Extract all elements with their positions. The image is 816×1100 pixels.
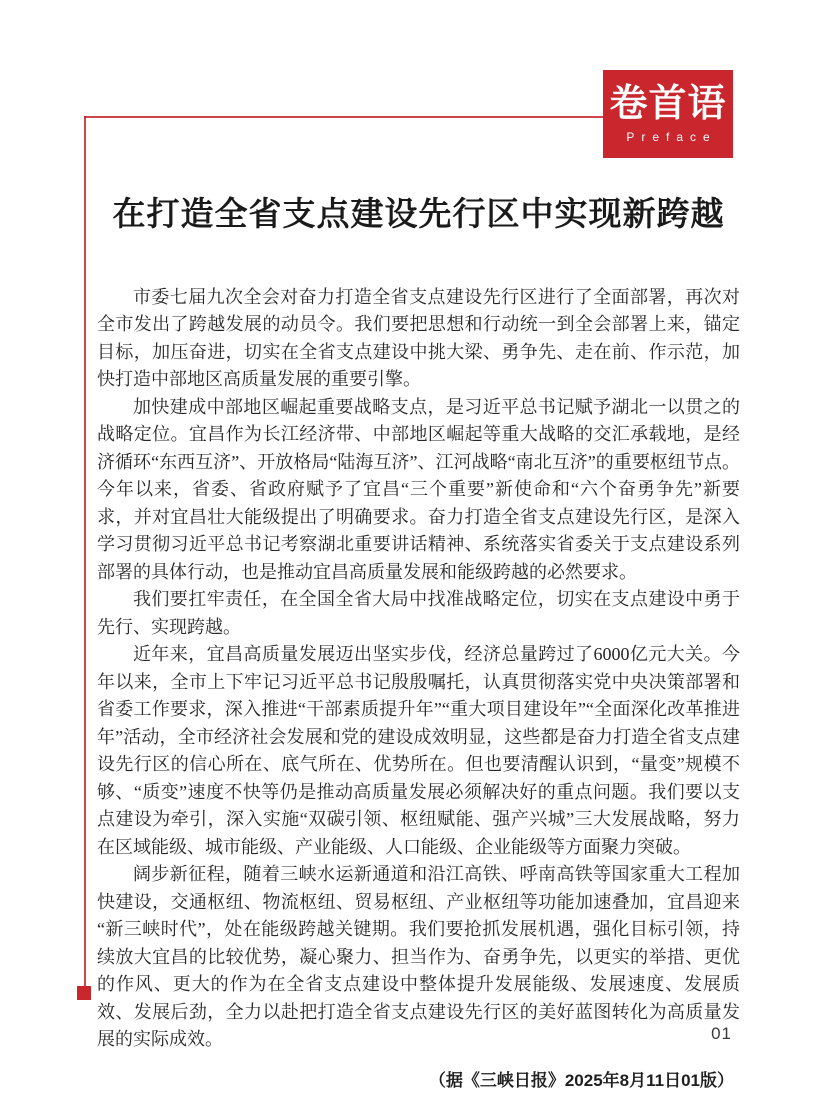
- preface-badge: [603, 70, 733, 158]
- source-citation: （据《三峡日报》2025年8月11日01版）: [428, 1070, 734, 1090]
- article-title: 在打造全省支点建设先行区中实现新跨越: [112, 197, 725, 233]
- left-accent-line: [84, 116, 86, 990]
- paragraph: 近年来，宜昌高质量发展迈出坚实步伐，经济总量跨过了6000亿元大关。今年以来，全市上下牢记习近平总书记殷殷嘱托，认真贯彻落实党中央决策部署和省委工作要求，深入推进“干部素质提升年”“重大项目建设年”“全面深化改革推进年”活动，全市经济社会发展和党的建设成效明显，这些都是奋力打造全省支点建设先行区的信心所在、底气所在、优势所在。但也要清醒认识到，“量变”规模不够、“质变”速度不快等仍是推动高质量发展必须解决好的重点问题。我们要以支点建设为牵引，深入实施“双碳引领、枢纽赋能、强产兴城”三大发展战略，努力在区域能级、城市能级、产业能级、人口能级、企业能级等方面聚力突破。: [97, 644, 740, 857]
- page-number: 01: [711, 1024, 732, 1043]
- paragraph: 市委七届九次全会对奋力打造全省支点建设先行区进行了全面部署，再次对全市发出了跨越发展的动员令。我们要把思想和行动统一到全会部署上来，锚定目标，加压奋进，切实在全省支点建设中挑大梁、勇争先、走在前、作示范，加快打造中部地区高质量发展的重要引擎。: [97, 286, 740, 390]
- accent-square: [77, 986, 91, 1000]
- article: [97, 196, 740, 1091]
- top-accent-line: [84, 116, 603, 118]
- badge-subtitle: Preface: [626, 130, 717, 145]
- badge-title: 卷首语: [609, 82, 727, 125]
- article-body: [97, 284, 740, 1054]
- paragraph: 我们要扛牢责任，在全国全省大局中找准战略定位，切实在支点建设中勇于先行、实现跨越。: [97, 589, 740, 637]
- paragraph: 加快建成中部地区崛起重要战略支点，是习近平总书记赋予湖北一以贯之的战略定位。宜昌作为长江经济带、中部地区崛起等重大战略的交汇承载地，是经济循环“东西互济”、开放格局“陆海互济”、江河战略“南北互济”的重要枢纽节点。今年以来，省委、省政府赋予了宜昌“三个重要”新使命和“六个奋勇争先”新要求，并对宜昌壮大能级提出了明确要求。奋力打造全省支点建设先行区，是深入学习贯彻习近平总书记考察湖北重要讲话精神、系统落实省委关于支点建设系列部署的具体行动，也是推动宜昌高质量发展和能级跨越的必然要求。: [97, 396, 740, 582]
- paragraph: 阔步新征程，随着三峡水运新通道和沿江高铁、呼南高铁等国家重大工程加快建设，交通枢纽、物流枢纽、贸易枢纽、产业枢纽等功能加速叠加，宜昌迎来“新三峡时代”，处在能级跨越关键期。我们要抢抓发展机遇，强化目标引领，持续放大宜昌的比较优势，凝心聚力、担当作为、奋勇争先，以更实的举措、更优的作风、更大的作为在全省支点建设中整体提升发展能级、发展速度、发展质效、发展后劲，全力以赴把打造全省支点建设先行区的美好蓝图转化为高质量发展的实际成效。: [97, 864, 740, 1050]
